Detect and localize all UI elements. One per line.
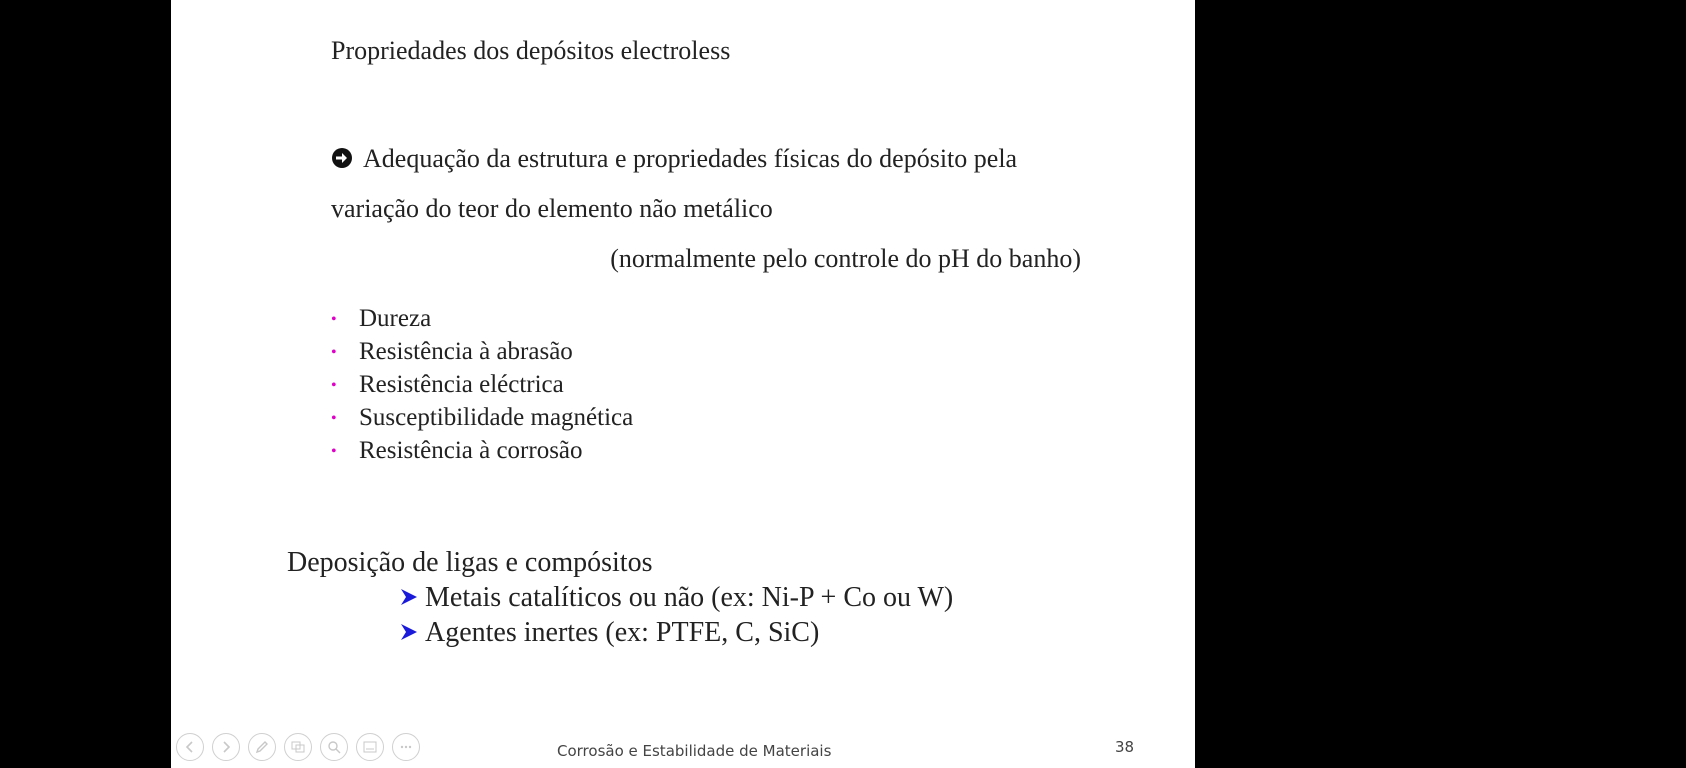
bullet-icon: • [331, 311, 337, 328]
properties-list [331, 302, 633, 467]
alloys-heading: Deposição de ligas e compósitos [287, 547, 653, 578]
list-item-text: Susceptibilidade magnética [359, 404, 634, 431]
slide-footer: Corrosão e Estabilidade de Materiais [557, 742, 832, 760]
arrow-line-2: variação do teor do elemento não metálico [331, 194, 773, 223]
arrow-note: (normalmente pelo controle do pH do banho) [610, 244, 1081, 273]
subtitles-button[interactable] [356, 733, 384, 761]
arrow-paragraph [331, 134, 1091, 284]
list-item [331, 368, 633, 401]
list-item-text: Agentes inertes (ex: PTFE, C, SiC) [425, 617, 820, 648]
list-item [331, 401, 633, 434]
bullet-icon: • [331, 410, 337, 427]
next-icon [218, 739, 234, 755]
alloys-list [397, 580, 953, 650]
slides-icon [290, 739, 306, 755]
list-item-text: Metais catalíticos ou não (ex: Ni-P + Co ou W) [425, 582, 954, 613]
list-item-text: Resistência eléctrica [359, 371, 564, 398]
list-item [397, 615, 953, 650]
page-number: 38 [1115, 738, 1135, 756]
bullet-icon: • [331, 344, 337, 361]
list-item [331, 335, 633, 368]
bullet-icon: • [331, 377, 337, 394]
list-item [397, 580, 953, 615]
arrow-line-1 [331, 134, 1091, 184]
slide-title: Propriedades dos depósitos electroless [331, 36, 731, 65]
pen-icon [254, 739, 270, 755]
list-item [331, 302, 633, 335]
circle-arrow-icon [331, 147, 353, 169]
next-slide-button[interactable] [212, 733, 240, 761]
slide [171, 0, 1195, 768]
zoom-button[interactable] [320, 733, 348, 761]
previous-slide-button[interactable] [176, 733, 204, 761]
slideshow-controls [176, 733, 420, 761]
previous-icon [182, 739, 198, 755]
list-item [331, 434, 633, 467]
list-item-text: Resistência à corrosão [359, 437, 583, 464]
bullet-icon: • [331, 443, 337, 460]
arrow-line-1-text: Adequação da estrutura e propriedades físicas do depósito pela [363, 144, 1018, 173]
zoom-icon [326, 739, 342, 755]
chevron-right-icon [397, 622, 425, 642]
more-options-button[interactable] [392, 733, 420, 761]
more-icon [398, 739, 414, 755]
chevron-right-icon [397, 587, 425, 607]
see-all-slides-button[interactable] [284, 733, 312, 761]
pen-button[interactable] [248, 733, 276, 761]
list-item-text: Resistência à abrasão [359, 338, 573, 365]
subtitles-icon [362, 739, 378, 755]
list-item-text: Dureza [359, 305, 432, 332]
